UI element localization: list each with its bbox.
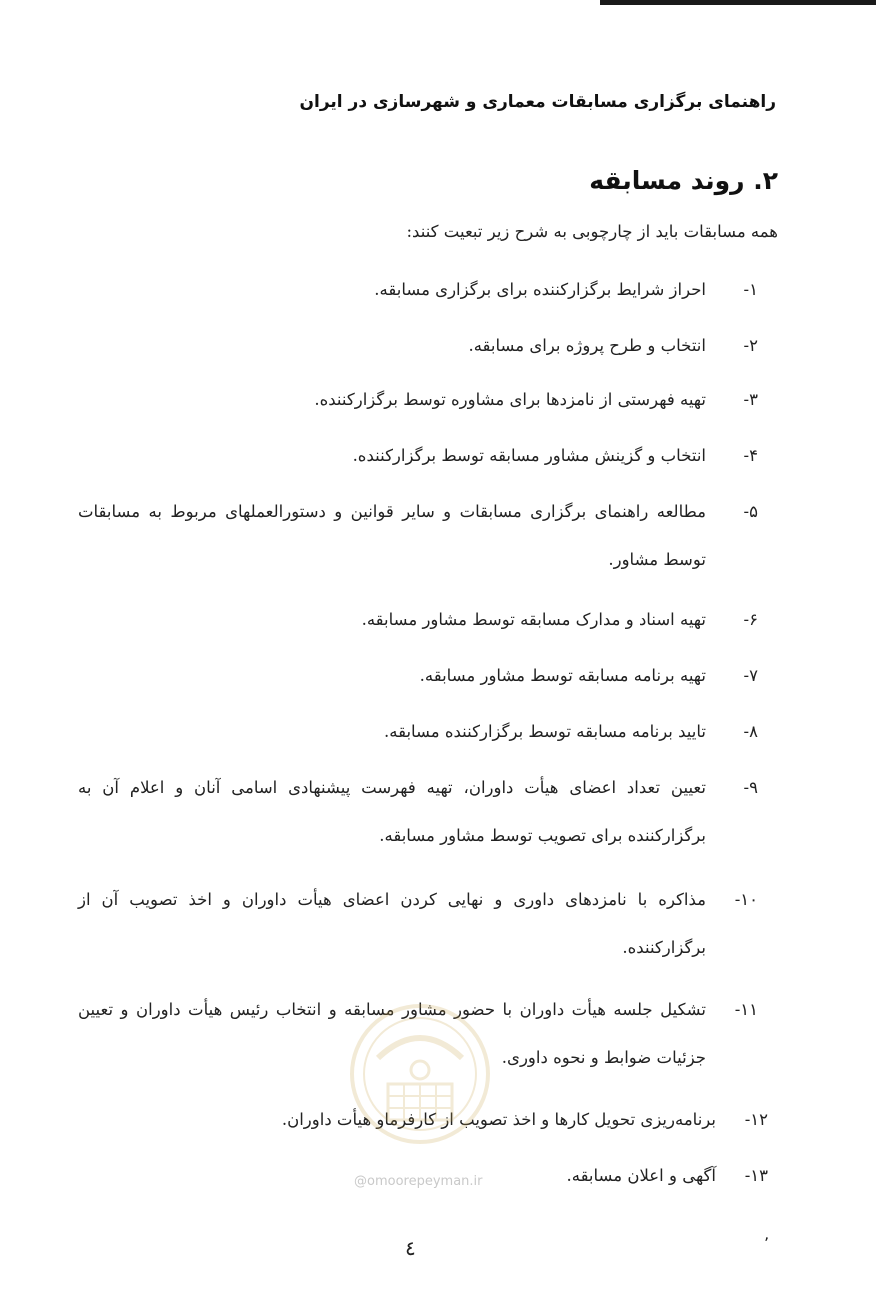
item-text: تهیه اسناد و مدارک مسابقه توسط مشاور مسابقه. (361, 610, 706, 629)
item-number: ۱- (743, 280, 758, 299)
item-number: ۸- (743, 722, 758, 741)
item-text: احراز شرایط برگزارکننده برای برگزاری مسابقه. (374, 280, 706, 299)
item-text: برنامه‌ریزی تحویل کارها و اخذ تصویب از کارفرماو هیأت داوران. (281, 1110, 716, 1129)
item-text: تشکیل جلسه هیأت داوران با حضور مشاور مسابقه و انتخاب رئیس هیأت داوران و تعیین جزئیات ضوابط و نحوه داوری. (78, 1000, 706, 1067)
watermark-url: @omoorepeyman.ir (354, 1174, 483, 1189)
top-rule (600, 0, 876, 5)
list-item (78, 764, 758, 860)
item-number: ۵- (743, 502, 758, 521)
list-item (374, 266, 758, 314)
item-text: تعیین تعداد اعضای هیأت داوران، تهیه فهرست پیشنهادی اسامی آنان و اعلام آن به برگزارکننده برای تصویب توسط مشاور مسابقه. (78, 778, 706, 845)
item-text: تهیه فهرستی از نامزدها برای مشاوره توسط برگزارکننده. (314, 390, 706, 409)
item-number: ۲- (743, 336, 758, 355)
item-number: ۷- (743, 666, 758, 685)
item-text: مذاکره با نامزدهای داوری و نهایی کردن اعضای هیأت داوران و اخذ تصویب آن از برگزارکننده. (78, 890, 706, 957)
item-text: انتخاب و گزینش مشاور مسابقه توسط برگزارکننده. (352, 446, 706, 465)
item-text: تایید برنامه مسابقه توسط برگزارکننده مسابقه. (384, 722, 706, 741)
running-header: راهنمای برگزاری مسابقات معماری و شهرسازی در ایران (299, 92, 776, 112)
list-item (78, 876, 758, 972)
section-title: ۲. روند مسابقه (589, 166, 778, 195)
item-number: ۶- (743, 610, 758, 629)
item-text: مطالعه راهنمای برگزاری مسابقات و سایر قوانین و دستورالعملهای مربوط به مسابقات توسط مشاور. (78, 502, 706, 569)
list-item (314, 376, 758, 424)
watermark-seal-icon (348, 998, 492, 1150)
item-text: تهیه برنامه مسابقه توسط مشاور مسابقه. (419, 666, 706, 685)
list-item (566, 1152, 768, 1200)
item-number: ۱۳- (744, 1166, 768, 1185)
item-number: ۱۲- (744, 1110, 768, 1129)
list-item (78, 488, 758, 584)
list-item (384, 708, 758, 756)
list-item (362, 596, 758, 644)
item-text: آگهی و اعلان مسابقه. (566, 1166, 716, 1185)
item-number: ۱۰- (734, 890, 758, 909)
list-item (420, 652, 758, 700)
page-number: ٤ (405, 1236, 416, 1260)
intro-paragraph: همه مسابقات باید از چارچوبی به شرح زیر تبعیت کنند: (406, 222, 778, 241)
list-item (353, 432, 758, 480)
item-number: ۹- (743, 778, 758, 797)
item-text: انتخاب و طرح پروژه برای مسابقه. (468, 336, 706, 355)
list-item (468, 322, 758, 370)
item-number: ۳- (743, 390, 758, 409)
item-number: ۴- (743, 446, 758, 465)
item-number: ۱۱- (734, 1000, 758, 1019)
corner-mark: ٬ (764, 1234, 770, 1253)
